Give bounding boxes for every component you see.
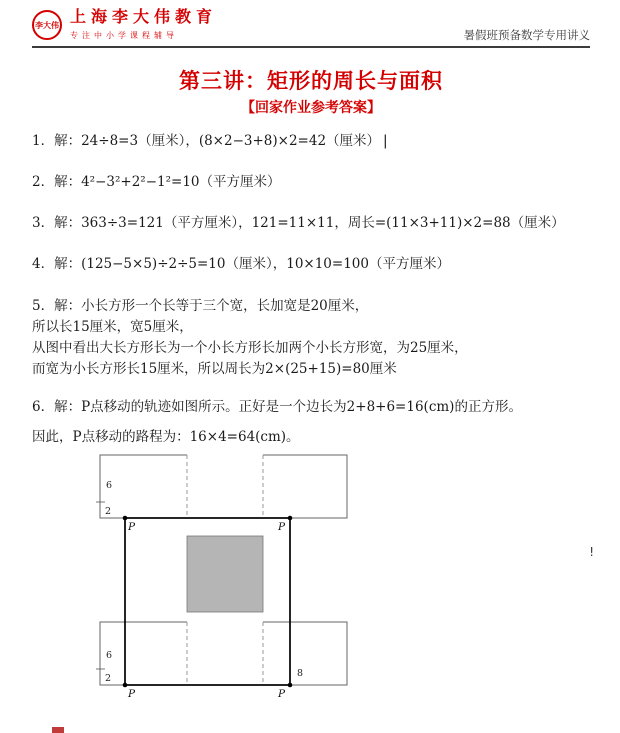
p-dot-bottom-left xyxy=(123,683,128,688)
brand-text-block xyxy=(70,8,217,41)
brand-seal-text: 李大伟 xyxy=(35,20,59,30)
center-gray-square xyxy=(187,536,263,612)
brand-tagline: 专注中小学课程辅导 xyxy=(70,31,178,40)
p-label-top-right: P xyxy=(278,521,286,533)
header-right-note: 暑假班预备数学专用讲义 xyxy=(463,28,590,42)
solution-item xyxy=(32,392,590,452)
solution-line[interactable]: 因此，P点移动的路程为：16×4=64(cm)。 xyxy=(32,429,300,445)
page-header xyxy=(32,8,590,48)
solution-line[interactable]: 3．解：363÷3=121（平方厘米），121=11×11，周长=(11×3+11)×2=88（厘米） xyxy=(32,215,565,231)
text-cursor: | xyxy=(383,133,388,149)
solution-line[interactable]: 4．解：(125−5×5)÷2÷5=10（厘米），10×10=100（平方厘米） xyxy=(32,256,450,272)
solution-item xyxy=(32,132,590,151)
solution-line[interactable]: 而宽为小长方形长15厘米，所以周长为2×(25+15)=80厘米 xyxy=(32,361,397,377)
dim-label-6-top: 6 xyxy=(105,480,113,491)
solution-line[interactable]: 1．解：24÷8=3（厘米），(8×2−3+8)×2=42（厘米） | xyxy=(32,133,388,149)
solution-item xyxy=(32,255,590,274)
solution-item xyxy=(32,173,590,192)
problem6-figure[interactable] xyxy=(95,452,353,702)
p-label-bottom-left: P xyxy=(128,688,136,700)
solution-item xyxy=(32,214,590,233)
footer-logo-fragment xyxy=(52,727,64,733)
bottom-left-rect xyxy=(100,622,187,685)
dim-label-2-bottom: 2 xyxy=(104,673,112,684)
solution-line[interactable]: 从图中看出大长方形长为一个小长方形长加两个小长方形宽，为25厘米， xyxy=(32,340,468,356)
brand-seal-logo xyxy=(32,10,62,40)
solution-item xyxy=(32,296,590,380)
solution-line[interactable]: 所以长15厘米，宽5厘米， xyxy=(32,319,193,335)
brand-name: 上海李大伟教育 xyxy=(70,7,218,26)
bottom-right-rect xyxy=(263,622,347,685)
p-label-bottom-right: P xyxy=(278,688,286,700)
solutions-list[interactable] xyxy=(32,132,590,452)
dim-label-8-bottom: 8 xyxy=(296,668,304,679)
solution-line[interactable]: 2．解：4²−3²+2²−1²=10（平方厘米） xyxy=(32,174,281,190)
page-title[interactable]: 第三讲：矩形的周长与面积 xyxy=(179,69,443,93)
p-label-top-left: P xyxy=(128,521,136,533)
p-dot-top-right xyxy=(288,516,293,521)
margin-exclamation-mark: ! xyxy=(589,545,594,559)
trajectory-diagram xyxy=(95,452,353,702)
dim-label-6-bottom: 6 xyxy=(105,650,113,661)
p-dot-bottom-right xyxy=(288,683,293,688)
solution-line[interactable]: 5．解：小长方形一个长等于三个宽，长加宽是20厘米， xyxy=(32,298,369,314)
p-dot-top-left xyxy=(123,516,128,521)
top-left-rect xyxy=(100,455,187,518)
page-subtitle[interactable]: 【回家作业参考答案】 xyxy=(241,100,381,116)
dim-label-2-top: 2 xyxy=(104,506,112,517)
solution-line[interactable]: 6．解：P点移动的轨迹如图所示。正好是一个边长为2+8+6=16(cm)的正方形。 xyxy=(32,399,522,415)
top-right-rect xyxy=(263,455,347,518)
